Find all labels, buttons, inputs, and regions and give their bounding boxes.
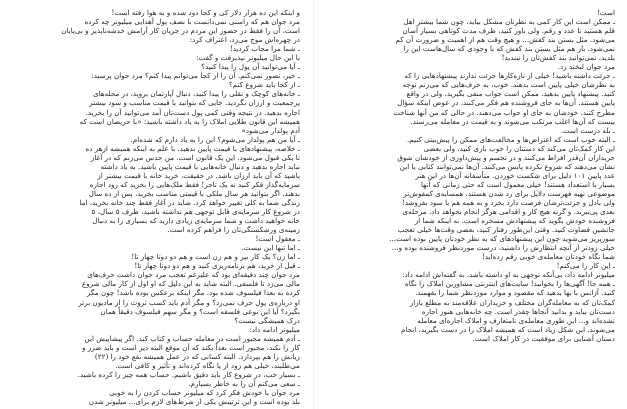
text-line: ـ خیر، تصور نمی‌کنم. آن را از کجا می‌توانم پیدا کنم؟ مرد جوان پرسید:	[91, 71, 300, 81]
text-line: ـ آدم همیشه مجبور است در معامله حساب و کتاب کند. اگر پیشاپیش این	[84, 333, 300, 343]
text-line: دست‌تان بیاید و بدانید آنجاها چقدر است. چه خانه‌هایی هنوز اجاره	[421, 306, 615, 316]
text-line: همیشه این قانون طلایی املاک را به یاد داشته باشید: «با حریصان است که	[79, 116, 300, 126]
text-line: ـ خانه‌های کوچک و نقلی را پیدا کنید، دنبال آپارتمان بروید، در محله‌های	[93, 89, 300, 99]
text-line: می‌شوند. این شکل زیاد است که همیشه املاک را در دست بگیرید، انجام	[400, 324, 615, 334]
text-line: نباید اجاره بدهید و دنبال خانه‌هایی با قیمت پایین باشید. به یاد داشته	[100, 161, 300, 171]
text-line: ـ آیا می‌توانید آن پول را پیدا کنید؟	[201, 62, 300, 72]
text-line: زیانش را هم بپردازد. البته کسانی که در عمل همیشه نفع خود را (۲۲)	[94, 351, 300, 361]
page-divider	[313, 0, 314, 409]
text-line: مالی می‌زد تا فلسفی. البته شاید به این دلیل که او اول از کار مالی شروع	[82, 279, 300, 289]
text-line: نشده‌اند و... این طوری معامله‌ی نامتعارف و املاک اجاره‌ای معامله	[417, 315, 615, 325]
text-line: عدد پایین ۱۰۱ دلیل برای شکست خوردن. متأسفانه آن‌ها در این هنر	[415, 170, 615, 180]
left-page	[14, 8, 300, 407]
text-line: ـ آیا من هم پولدار می‌شوم؟ این را به یاد دارم که شده‌ام.	[130, 134, 300, 144]
text-line: مرد جوان لبخند زد.	[557, 62, 615, 72]
text-line: ـ بسیار خب، در شروع کار باید دقیق باشیم. حساب همه چیز را کرده باشید.	[77, 369, 300, 379]
text-line: میلیونر ادامه داد، بی‌آنکه توجهی به او داشته باشد، به گفته‌اش ادامه داد:	[402, 270, 615, 280]
text-line: می‌شود. مثل بستن بند کفش... و هیچ وقت هم از اهمیت و ضرورت آن کم	[395, 35, 615, 45]
text-line: خانه خواهید داشت و شما سرمایه‌ی زیادی دارید که بسیاری را به دنبال	[92, 216, 300, 226]
text-line: جانشین قضاوت کنید. وقتی این‌طور رفتار کنید، بعضی وقت‌ها خیلی تعجب	[397, 225, 615, 235]
text-line: اجاره بدهید. در نتیجه وقتی کمی پول دست‌تان آمد می‌توانید آن را بخرید.	[85, 107, 300, 117]
text-line: ولی بادل و جرئت‌ترشان فرصت دارد بخرد و به همه هم با سود بفروشد!	[401, 197, 615, 207]
text-line: کمک‌تان که به معامله‌گران مختلف و خریداران علاقه‌مند به مطلع بازار	[409, 297, 615, 307]
text-line: سرمایه‌گذار فکر کنید نه یک تاجر! فقط ملک‌هایی را بخرید که زود اجاره	[89, 179, 300, 189]
text-line: کنید. پیشنهاد پایین بدهید. ممکن است جواب منفی بگیرید، ولی در واقع	[406, 89, 615, 99]
text-line: قلم هستید تا عدد و رقم. ولی باور کنید، ظرف مدت کوتاهی بسیار آسان	[402, 26, 615, 36]
text-line: ـ قبل از خرید، هم برنامه‌ریزی کنید و هم دو دوتا چهار تا!	[134, 261, 300, 271]
text-line: مطرح کنند، خودشان به جای او جواب می‌دهند. در حالی که من آنها شناخت	[393, 107, 615, 117]
text-line: ـ شما مرا مجاب کردید!	[229, 44, 300, 54]
text-line: است، آن را فقط در حضور این مردم در جریان کار آرامش خدشه‌ناپذیر و بی‌پایان	[61, 26, 300, 36]
text-line: ـ اما زن؟ یک کار بپر و هم زن است و هم دو دوتا چهار تا!	[131, 252, 300, 262]
text-line: بلد بوده است و این ترتیبش یکی از شرط‌های لازم برای... میلیونر شدن	[88, 397, 300, 407]
text-line: نشان می‌دهند که شروع نکرده پایس می‌کنند. آن‌ها نمی‌توانند کتابی یا این	[399, 161, 615, 171]
text-line: درک همیشگی نیست؟	[234, 315, 300, 325]
text-line: موضوعی نهیه فهرست دلایل برای رد شدن هستند، همسایه‌ی کمفوش‌تر	[403, 188, 615, 198]
text-line: بسیار با استعداد هستند! خیلی معمول است که حتی زمانی که آنها	[420, 179, 615, 189]
text-line: ـ همه جا! آگهی‌ها را بخوانید! سایت‌های اینترنتی مشاورین املاک را نگاه	[404, 279, 615, 289]
text-line: نمی‌شود. باز هم مثل بستن بند کفش که با وجودی که سال‌هاست این را	[403, 44, 615, 54]
text-line: میلیونر ادامه داد:	[249, 324, 300, 334]
right-page	[329, 8, 615, 401]
text-line: کرده به بعدا فیلسوف شده بود. مگر اینکه برعکس بوده باشد! چون مگر	[86, 288, 300, 298]
text-line: و اینکه این ده هزار دلار کی و کجا دود شده و به هوا رفته است!	[111, 8, 300, 17]
text-line: مرد جوان چند دقیقه‌ای بود که علیرغم تعجب مرد جوان داشت حرف‌های	[87, 270, 300, 280]
text-line: او درباره‌ی پول حرف نمی‌زد؟ و مگر آدم باید کسب ثروت را از مادیون برتر	[78, 297, 300, 307]
text-line: زمینه‌ی ورشکستگی‌تان را فراهم کرده است.	[167, 225, 300, 235]
text-line: ـ اما تنها این نیست.	[241, 243, 300, 253]
text-line: شما نگاه خودتان معامله‌ی خوبی رقم زده‌اید!	[482, 252, 615, 262]
text-line: بدهند. اگر بتوانید هر سال ملکی با قیمتی مناسب بخرید، پس از ده سال	[88, 188, 300, 198]
text-line: در شروع کار سرمایه‌ی قابل توجهی هم نداشته باشید، ظرف ۵ سال، ۵	[91, 207, 300, 217]
text-line: بیست که آن‌ها اغلب مرتکب می‌شوند و به قیمت در معامله می‌رسند.	[410, 116, 615, 126]
text-line: باشید که آن باید ارزان باشد. در حقیقت، خرید خانه با قیمت بیشتر از	[97, 170, 300, 180]
text-line: زندگی شما به کلی تغییر خواهد کرد. شاید در آغاز فقط چند خانه بخرید، اما	[79, 197, 300, 207]
text-line: می‌طلبند، خیلی هم زود از پا نگاه کرده‌اند و تأثیر و کافی است.	[115, 360, 300, 370]
text-line: ـ این کار را می‌کنم!	[556, 261, 615, 271]
text-line: بعدی پی‌ببرید. و گرنه هیچ کار و اقدامی هرگز انجام نخواهد داد. مرحله‌ی	[402, 207, 615, 217]
text-line: در چهره‌اش موج می‌زد، اعتراف کرد:	[189, 35, 300, 45]
text-line: است!	[597, 8, 615, 17]
text-line: به نظرشان خیلی پایین است بدهند. خوب، به حرف‌هایی که می‌زنم توجه	[402, 80, 615, 90]
text-line: کنید. آژانس با بها بدهید که مقصود و موارد موردنظر شما را بفهمند.	[415, 288, 615, 298]
text-line: با این حال میلیونر نپذیرفت و گفت:	[196, 53, 300, 63]
text-line: دستان آشنایی برای موفقیت در کار املاک است.	[472, 333, 615, 343]
text-line: بلدید، نمی‌توانید بند کفش‌تان را نبندید!	[501, 53, 615, 63]
text-line: مرد جوان با خودش فکر کرد که میلیونر حساب کردن را به خوبی	[109, 387, 300, 397]
text-line: ـ خلاصه، پیشنهادهای با قیمت پایین بدهید. با علم به اینکه همیشه ازهر ده	[85, 143, 300, 153]
text-line: ـ البته خوب است که اعتراض‌ها و مخالفت‌های ممکن را پیش‌بینی کنیم.	[406, 134, 615, 144]
text-line: خیلی زودتر از آنچه انتظارش را داشتید، درست موردنظر فروشنده بوده و...	[391, 243, 615, 253]
text-line: بگیرد؟ آیا این نوعی فلسفه است؟ و مگر سهم فیلسوف دقیقاً همان	[100, 306, 300, 316]
text-line: پرجمعیت و ارزان بگردید. جایی که بتوانید با قیمت مناسب و سود بیشتر	[89, 98, 300, 108]
text-line: مرد جوان هم که راستی نمی‌دانست با نصف پول آهدایی میلیونر چه کرده	[84, 17, 300, 27]
text-line: ـ معقول است!	[255, 234, 300, 244]
text-line: ـ بله درست است.	[560, 125, 615, 135]
text-line: ـ ممکن است این کار کمی به نظرتان مشکل بیاید، چون شما بیشتر اهل	[403, 17, 615, 27]
text-line: خریداران آن‌قدر افراط می‌کنند و در تجسم و پیش‌داوری از خودشان شوق	[397, 152, 615, 162]
text-line: سورپریز می‌شوید چون این پیشنهادهای که به نظر خودتان پایین بوده است...	[389, 234, 615, 244]
text-line: ـ جرئت داشته باشید! خیلی از تازه‌کارها جرئت ندارند پیشنهادهایی را که	[404, 71, 615, 81]
text-line: تا یکی قبول می‌شود. این یک قانون است. من حدس می‌زنم که در آغاز	[90, 152, 300, 162]
text-line: ـ از کجا باید شروع کنم؟	[228, 80, 300, 90]
text-line: فروشنده خودش بگوید که پیشنهادش مسخره است. نه اینکه شما از	[414, 216, 615, 226]
text-line: آدم پولدار می‌شود»	[241, 125, 300, 135]
text-line: ـ سعی می‌کنم آن را به خاطر بسپارم.	[188, 378, 300, 388]
text-line: پایین هستند. آن‌ها به جای فروشنده هم فکر می‌کنند. در عوض اینکه سؤال	[397, 98, 615, 108]
text-line: این کار کمک‌تان می‌کند که دستتان را خوب بازی کنید، ولی بعضی	[423, 143, 615, 153]
text-line: کار را نکند، مجبور است بعداً بکند که آن موقع البته دیر است و باید ضرر و	[82, 342, 300, 352]
